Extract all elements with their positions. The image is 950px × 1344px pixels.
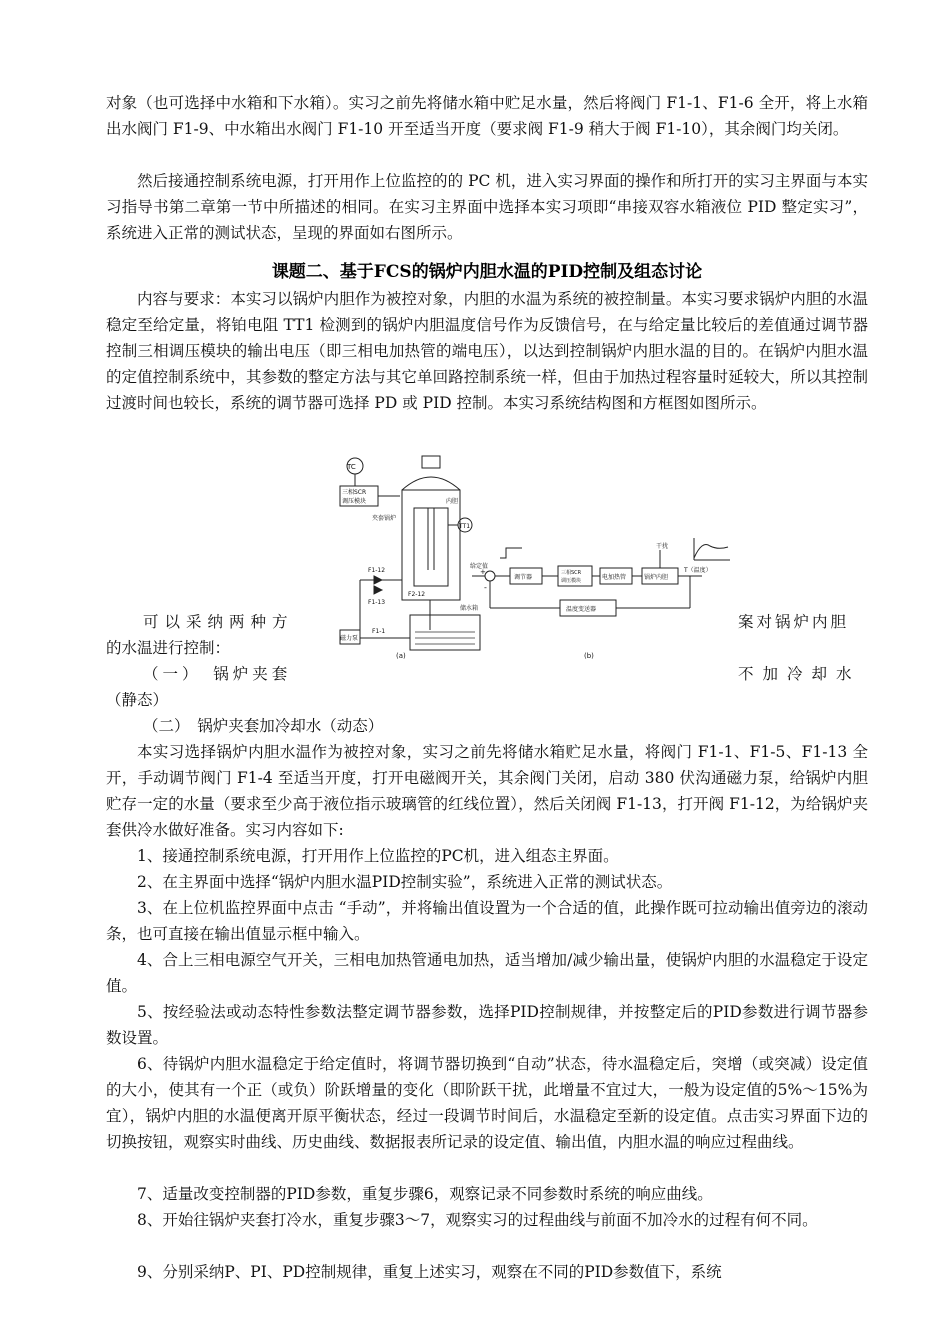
setpoint-label: 给定值	[470, 563, 489, 570]
system-structure-figure	[310, 450, 738, 660]
step-6: 6、待锅炉内胆水温稳定于给定值时，将调节器切换到“自动”状态，待水温稳定后，突增（或突减）设定值的大小，使其有一个正（或负）阶跃增量的变化（即阶跃干扰，此增量不宜过大，一般为设定值的5%～15%为宜），锅炉内胆的水温便离开原平衡状态，经过一段调节时间后，水温稳定至新的设定值。点击实习界面下边的切换按钮，观察实时曲线、历史曲线、数据报表所记录的设定值、输出值，内胆水温的响应过程曲线。	[106, 1055, 868, 1152]
wrap-line-2: 的水温进行控制：	[106, 639, 231, 657]
paragraph-requirements: 内容与要求：本实习以锅炉内胆作为被控对象，内胆的水温为系统的被控制量。本实习要求锅炉内胆的水温稳定至给定量，将铂电阻 TT1 检测到的锅炉内胆温度信号作为反馈信号，在与给定量比较后的差值通过调节器控制三相调压模块的输出电压（即三相电加热管的端电压），以达到控制锅炉内胆水温的目的。在锅炉内胆水温的定值控制系统中，其参数的整定方法与其它单回路控制系统一样，但由于加热过程容量时延较大，所以其控制过渡时间也较长，系统的调节器可选择 PD 或 PID 控制。本实习系统结构图和方框图如图所示。	[106, 290, 868, 413]
step-sketch	[500, 548, 522, 558]
step-2: 2、在主界面中选择“锅炉内胆水温PID控制实验”，系统进入正常的测试状态。	[137, 873, 673, 891]
scr-module-label-1: 三相SCR	[342, 489, 367, 496]
f1-1-label: F1-1	[372, 628, 386, 635]
inner-tank	[414, 508, 448, 586]
wrap-left-3: （一） 锅炉夹套	[143, 665, 292, 683]
step-8: 8、开始往锅炉夹套打冷水，重复步骤3～7，观察实习的过程曲线与前面不加冷水的过程有何不同。	[137, 1211, 818, 1229]
boiler-chimney	[422, 456, 440, 468]
step-1: 1、接通控制系统电源，打开用作上位监控的PC机，进入组态主界面。	[137, 847, 619, 865]
paragraph-preparation: 本实习选择锅炉内胆水温作为被控对象，实习之前先将储水箱贮足水量，将阀门 F1-1、F1-5、F1-13 全开，手动调节阀门 F1-4 至适当开度，打开电磁阀开关，其余阀门关闭，启动 380 伏沟通磁力泵，给锅炉内胆贮存一定的水量（要求至少高于液位指示玻璃管的红线位置），然后关闭阀 F1-13，打开阀 F1-12，为给锅炉夹套供冷水做好准备。实习内容如下:	[106, 743, 868, 840]
boiler-inner-label: 锅炉内胆	[644, 574, 669, 581]
paragraph-intro-continued: 对象（也可选择中水箱和下水箱）。实习之前先将储水箱中贮足水量，然后将阀门 F1-1、F1-6 全开，将上水箱出水阀门 F1-9、中水箱出水阀门 F1-10 开至适当开度（要求阀 F1-9 稍大于阀 F1-10），其余阀门均关闭。	[106, 94, 868, 139]
disturbance-label: 干扰	[656, 543, 669, 550]
scr-b-label-1: 三相SCR	[561, 570, 582, 576]
step-3: 3、在上位机监控界面中点击 “手动”，并将输出值设置为一个合适的值，此操作既可拉动输出值旁边的滚动条，也可直接在输出值显示框中输入。	[106, 899, 868, 944]
f1-12-label: F1-12	[368, 567, 386, 574]
minus-sign: -	[484, 583, 487, 592]
figure-b-label: (b)	[584, 652, 594, 660]
boiler-body	[402, 490, 460, 600]
storage-label: 储水箱	[460, 605, 479, 612]
step-5: 5、按经验法或动态特性参数法整定调节器参数，选择PID控制规律，并按整定后的PID参数进行调节器参数设置。	[106, 1003, 868, 1048]
step-7: 7、适量改变控制器的PID参数，重复步骤6，观察记录不同参数时系统的响应曲线。	[137, 1185, 713, 1203]
boiler-top	[402, 477, 460, 490]
figure-svg	[310, 450, 738, 660]
jacket-boiler-label: 夹套锅炉	[372, 515, 397, 522]
wrap-left-1: 可以采纳两种方	[143, 613, 294, 631]
pump-label: 磁力泵	[340, 635, 359, 642]
inner-label: 内胆	[446, 498, 459, 505]
wrap-right-1: 案对锅炉内胆	[738, 613, 850, 631]
summing-junction	[485, 571, 495, 581]
step-4: 4、合上三相电源空气开关，三相电加热管通电加热，适当增加/减少输出量，使锅炉内胆的水温稳定于设定值。	[106, 951, 868, 996]
response-sketch	[694, 545, 728, 559]
tc-label: TC	[347, 463, 356, 471]
section-title: 课题二、基于FCS的锅炉内胆水温的PID控制及组态讨论	[271, 262, 703, 282]
temp-output-label: T（温度）	[684, 567, 712, 574]
paragraph-connect-power: 然后接通控制系统电源，打开用作上位监控的的 PC 机，进入实习界面的操作和所打开的实习主界面与本实习指导书第二章第一节中所描述的相同。在实习主界面中选择本实习项即“串接双容水箱液位 PID 整定实习”，系统进入正常的测试状态，呈现的界面如右图所示。	[106, 172, 868, 243]
figure-a-label: (a)	[396, 652, 406, 660]
transmitter-label: 温度变送器	[566, 606, 597, 613]
method-two: （二） 锅炉夹套加冷却水（动态）	[143, 717, 384, 735]
heater-label: 电加热管	[602, 574, 627, 581]
wrap-right-3: 不加冷却水	[738, 665, 861, 683]
step-9: 9、分别采纳P、PI、PD控制规律，重复上述实习，观察在不同的PID参数值下，系统	[137, 1263, 722, 1281]
regulator-label: 调节器	[514, 574, 533, 581]
f1-13-label: F1-13	[368, 599, 386, 606]
wrap-line-4: （静态）	[106, 691, 169, 709]
plus-sign: +	[480, 568, 486, 576]
f2-12-label: F2-12	[408, 591, 426, 598]
block-diagram-b	[472, 538, 730, 616]
tt1-label: TT1	[459, 523, 471, 530]
scr-module-label-2: 调压模块	[342, 498, 367, 505]
structure-diagram-a	[340, 456, 480, 650]
scr-b-label-2: 调压模块	[561, 578, 582, 584]
